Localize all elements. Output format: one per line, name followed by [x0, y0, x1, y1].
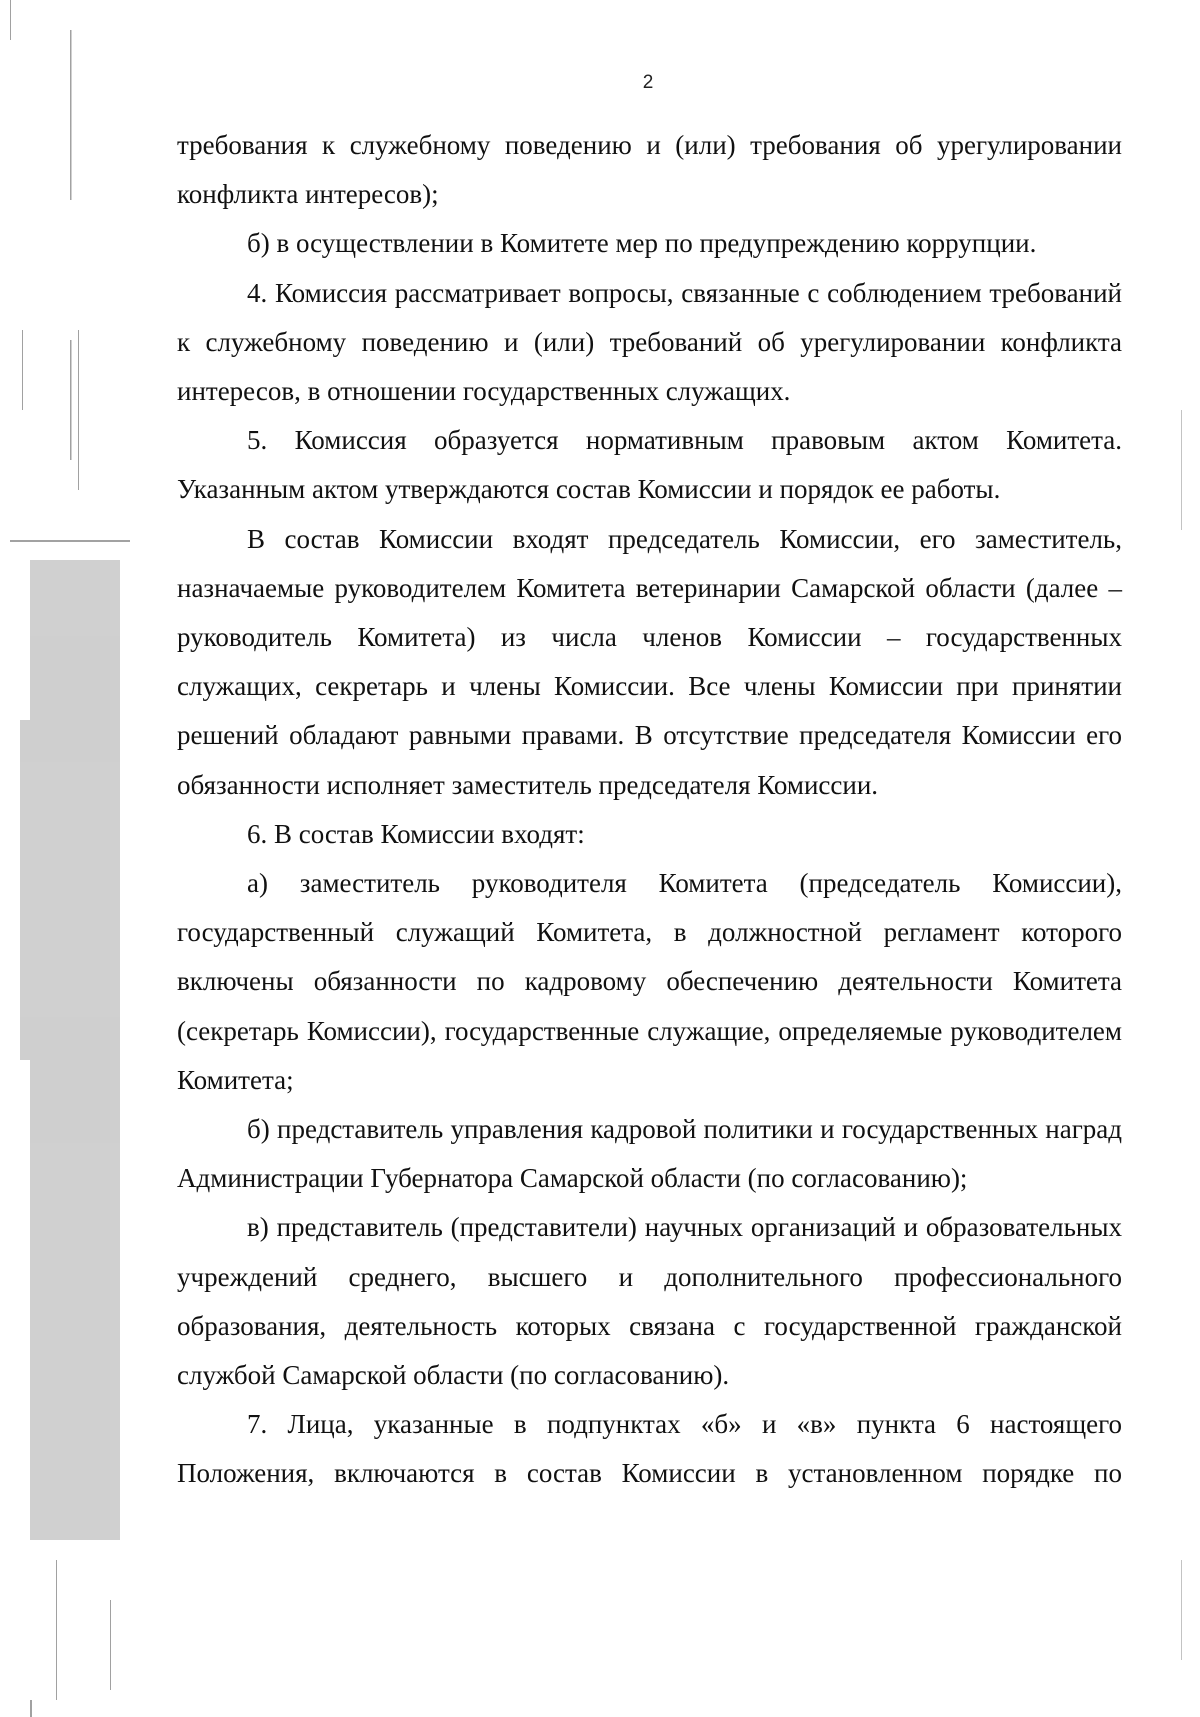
paragraph: требования к служебному поведению и (или) требования об урегулировании конфликта интересов); — [177, 130, 1122, 210]
paragraph: В состав Комиссии входят председатель Комиссии, его заместитель, назначаемые руководителем Комитета ветеринарии Самарской области (далее – руководитель Комитета) из числа членов Комиссии – государственных служащих, секретарь и члены Комиссии. Все члены Комиссии при принятии решений обладают равными правами. В отсутствие председателя Комиссии его обязанности исполняет заместитель председателя Комиссии. — [177, 523, 1122, 800]
scan-noise-right — [1170, 0, 1200, 1717]
scan-noise-left — [0, 0, 140, 1717]
document-body — [177, 121, 1122, 1499]
paragraph: а) заместитель руководителя Комитета (председатель Комиссии), государственный служащий Комитета, в должностной регламент которого включены обязанности по кадровому обеспечению деятельности Комитета (секретарь Комиссии), государственные служащие, определяемые руководителем Комитета; — [177, 868, 1122, 1095]
paragraph: 7. Лица, указанные в подпунктах «б» и «в» пункта 6 настоящего Положения, включаются в состав Комиссии в установленном порядке по — [177, 1409, 1122, 1489]
paragraph: в) представитель (представители) научных организаций и образовательных учреждений среднего, высшего и дополнительного профессионального образования, деятельность которых связана с государственной гражданской службой Самарской области (по согласованию). — [177, 1212, 1122, 1391]
paragraph: б) в осуществлении в Комитете мер по предупреждению коррупции. — [247, 228, 1037, 259]
paragraph: б) представитель управления кадровой политики и государственных наград Администрации Губернатора Самарской области (по согласованию); — [177, 1114, 1122, 1194]
paragraph: 5. Комиссия образуется нормативным правовым актом Комитета. Указанным актом утверждаются состав Комиссии и порядок ее работы. — [177, 425, 1122, 505]
paragraph: 6. В состав Комиссии входят: — [247, 818, 585, 849]
paragraph: 4. Комиссия рассматривает вопросы, связанные с соблюдением требований к служебному поведению и (или) требований об урегулировании конфликта интересов, в отношении государственных служащих. — [177, 277, 1122, 407]
page-number: 2 — [642, 72, 654, 93]
